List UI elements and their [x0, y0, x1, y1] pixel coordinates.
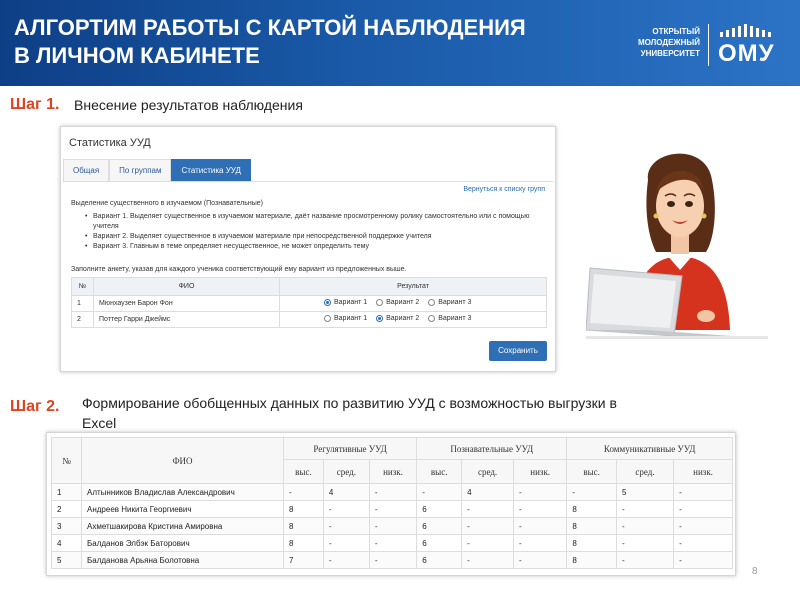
score-cell: 8 — [284, 535, 324, 552]
tab-divider — [63, 181, 553, 182]
step2-description — [82, 393, 752, 433]
score-cell: - — [323, 501, 369, 518]
sub-header: сред. — [462, 460, 514, 484]
table-row — [52, 484, 733, 501]
score-cell: - — [616, 518, 673, 535]
title-line-1: АЛГОРТИМ РАБОТЫ С КАРТОЙ НАБЛЮДЕНИЯ — [14, 15, 526, 40]
score-cell: - — [674, 518, 733, 535]
column-header: Результат — [280, 278, 547, 296]
header-banner — [0, 0, 800, 86]
save-button[interactable]: Сохранить — [489, 341, 547, 361]
sub-header: низк. — [513, 460, 566, 484]
student-name: Балданова Арьяна Болотовна — [82, 552, 284, 569]
student-name: Поттер Гарри Джеймс — [94, 312, 280, 328]
score-cell: 8 — [567, 518, 617, 535]
score-cell: - — [323, 518, 369, 535]
radio-option[interactable] — [428, 315, 471, 322]
score-cell: - — [417, 484, 462, 501]
step2-description-line-2: Excel — [82, 415, 117, 431]
score-cell: - — [369, 535, 416, 552]
student-name: Балданов Элбэк Баторович — [82, 535, 284, 552]
radio-icon[interactable] — [376, 299, 383, 306]
table-row — [72, 312, 547, 328]
student-name: Алтынников Владислав Александрович — [82, 484, 284, 501]
sub-header: выс. — [567, 460, 617, 484]
uud-summary-screenshot — [46, 432, 736, 576]
sub-header: выс. — [284, 460, 324, 484]
page-title — [14, 14, 594, 70]
university-logo — [624, 22, 784, 70]
score-cell: - — [369, 501, 416, 518]
student-name: Ахметшакирова Кристина Амировна — [82, 518, 284, 535]
logo-text — [624, 26, 700, 59]
page-number: 8 — [752, 566, 758, 577]
tab-general[interactable]: Общая — [63, 159, 109, 181]
sub-header: низк. — [674, 460, 733, 484]
uud-statistics-screenshot — [60, 126, 556, 372]
score-cell: - — [323, 552, 369, 569]
radio-option[interactable] — [324, 315, 367, 322]
summary-table-body — [52, 484, 733, 569]
logo-dots-icon — [718, 24, 778, 38]
section-title: Выделение существенного в изучаемом (Познавательные) — [71, 200, 263, 207]
score-cell: - — [674, 484, 733, 501]
score-cell: - — [369, 518, 416, 535]
column-header-number: № — [52, 438, 82, 484]
radio-option[interactable] — [376, 299, 419, 306]
sub-header: сред. — [616, 460, 673, 484]
radio-label: Вариант 2 — [386, 315, 420, 322]
sub-header: сред. — [323, 460, 369, 484]
radio-label: Вариант 1 — [334, 299, 368, 306]
score-cell: 6 — [417, 535, 462, 552]
radio-label: Вариант 2 — [386, 299, 420, 306]
radio-option[interactable] — [376, 315, 419, 322]
screen-title: Статистика УУД — [69, 137, 151, 149]
back-to-groups-link[interactable]: Вернуться к списку групп — [463, 186, 545, 193]
table-row — [52, 518, 733, 535]
table-row — [52, 552, 733, 569]
radio-label: Вариант 3 — [438, 299, 472, 306]
group-header-regulatory: Регулятивные УУД — [284, 438, 417, 460]
score-cell: - — [462, 552, 514, 569]
table-row — [72, 296, 547, 312]
tab-uud-statistics[interactable]: Статистика УУД — [171, 159, 250, 181]
score-cell: - — [513, 535, 566, 552]
logo-abbreviation: ОМУ — [718, 40, 775, 67]
student-name: Андреев Никита Георгиевич — [82, 501, 284, 518]
uud-summary-table — [51, 437, 733, 569]
student-name: Мюнхаузен Барон Фон — [94, 296, 280, 312]
score-cell: - — [616, 552, 673, 569]
radio-icon[interactable] — [428, 315, 435, 322]
result-options — [280, 296, 547, 312]
score-cell: - — [462, 518, 514, 535]
table-row — [52, 535, 733, 552]
row-number: 5 — [52, 552, 82, 569]
score-cell: 6 — [417, 518, 462, 535]
score-cell: - — [674, 552, 733, 569]
step1-description: Внесение результатов наблюдения — [74, 97, 303, 113]
score-cell: - — [284, 484, 324, 501]
score-cell: 4 — [323, 484, 369, 501]
score-cell: - — [462, 535, 514, 552]
logo-text-line-3: УНИВЕРСИТЕТ — [640, 49, 700, 58]
score-cell: - — [513, 518, 566, 535]
row-number: 2 — [52, 501, 82, 518]
survey-table — [71, 277, 547, 328]
score-cell: - — [674, 501, 733, 518]
radio-option[interactable] — [428, 299, 471, 306]
result-options — [280, 312, 547, 328]
score-cell: 5 — [616, 484, 673, 501]
radio-icon[interactable] — [324, 315, 331, 322]
step1-label: Шаг 1. — [10, 96, 60, 113]
tab-bar — [63, 159, 251, 181]
score-cell: 4 — [462, 484, 514, 501]
group-header-cognitive: Познавательные УУД — [417, 438, 567, 460]
variants-list — [85, 212, 545, 252]
radio-selected-icon[interactable] — [324, 299, 331, 306]
table-row — [52, 501, 733, 518]
instruction-text: Заполните анкету, указав для каждого ученика соответствующий ему вариант из предложенных выше. — [71, 266, 407, 273]
score-cell: 7 — [284, 552, 324, 569]
sub-header: низк. — [369, 460, 416, 484]
radio-option[interactable] — [324, 299, 367, 306]
radio-selected-icon[interactable] — [376, 315, 383, 322]
score-cell: 8 — [284, 518, 324, 535]
radio-label: Вариант 3 — [438, 315, 472, 322]
title-line-2: В ЛИЧНОМ КАБИНЕТЕ — [14, 43, 260, 68]
score-cell: 8 — [284, 501, 324, 518]
radio-icon[interactable] — [428, 299, 435, 306]
column-header-name: ФИО — [82, 438, 284, 484]
score-cell: - — [462, 501, 514, 518]
column-header: № — [72, 278, 94, 296]
score-cell: - — [616, 501, 673, 518]
sub-header: выс. — [417, 460, 462, 484]
radio-label: Вариант 1 — [334, 315, 368, 322]
score-cell: - — [674, 535, 733, 552]
score-cell: 8 — [567, 535, 617, 552]
score-cell: 8 — [567, 552, 617, 569]
row-number: 2 — [72, 312, 94, 328]
score-cell: 8 — [567, 501, 617, 518]
score-cell: - — [567, 484, 617, 501]
logo-divider — [708, 24, 709, 66]
score-cell: - — [616, 535, 673, 552]
column-header: ФИО — [94, 278, 280, 296]
score-cell: - — [369, 552, 416, 569]
score-cell: 6 — [417, 501, 462, 518]
variant-item: • Вариант 3. Главным в теме определяет несущественное, не может определить тему — [85, 242, 545, 252]
row-number: 3 — [52, 518, 82, 535]
step2-description-line-1: Формирование обобщенных данных по развитию УУД с возможностью выгрузки в — [82, 395, 617, 411]
logo-text-line-2: МОЛОДЕЖНЫЙ — [637, 38, 700, 47]
logo-text-line-1: ОТКРЫТЫЙ — [652, 27, 700, 36]
score-cell: - — [369, 484, 416, 501]
score-cell: - — [323, 535, 369, 552]
score-cell: 6 — [417, 552, 462, 569]
woman-with-laptop-illustration — [586, 140, 768, 354]
variant-item: • Вариант 1. Выделяет существенное в изучаемом материале, даёт название просмотренному ролику самостоятельно или с помощью учителя — [85, 212, 545, 232]
row-number: 4 — [52, 535, 82, 552]
tab-by-groups[interactable]: По группам — [109, 159, 171, 181]
variant-item: • Вариант 2. Выделяет существенное в изучаемом материале при непосредственной поддержке учителя — [85, 232, 545, 242]
score-cell: - — [513, 484, 566, 501]
score-cell: - — [513, 552, 566, 569]
score-cell: - — [513, 501, 566, 518]
group-header-communicative: Коммуникативные УУД — [567, 438, 733, 460]
row-number: 1 — [72, 296, 94, 312]
step2-label: Шаг 2. — [10, 398, 60, 415]
row-number: 1 — [52, 484, 82, 501]
